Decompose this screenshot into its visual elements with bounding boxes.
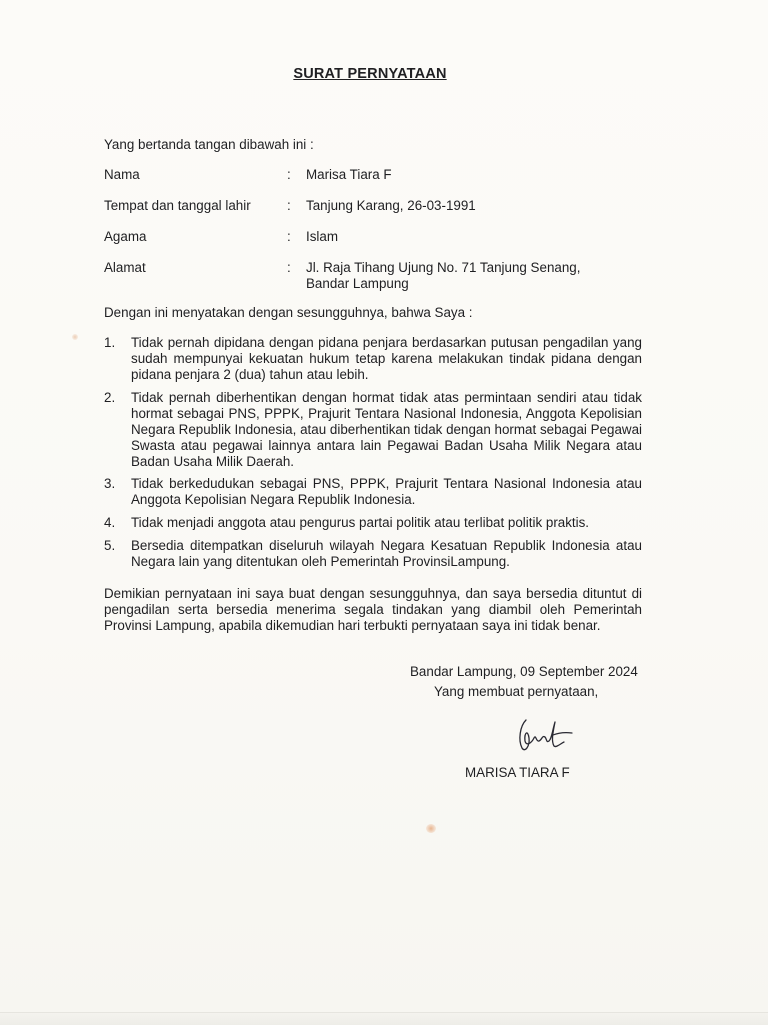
field-value-ttl: Tanjung Karang, 26-03-1991 xyxy=(306,198,476,213)
field-colon: : xyxy=(287,167,291,182)
maker-label: Yang membuat pernyataan, xyxy=(434,684,599,699)
list-item-number: 4. xyxy=(104,515,116,530)
place-date: Bandar Lampung, 09 September 2024 xyxy=(410,664,638,679)
list-item-text: Bersedia ditempatkan diseluruh wilayah Negara Kesatuan Republik Indonesia atau Negara lain yang ditentukan oleh Pemerintah ProvinsiLampung. xyxy=(131,538,642,569)
list-item-text: Tidak pernah dipidana dengan pidana penjara berdasarkan putusan pengadilan yang sudah mempunyai kekuatan hukum tetap karena melakukan tindak pidana dengan pidana penjara 2 (dua) tahun atau lebih. xyxy=(131,335,642,382)
list-item-number: 3. xyxy=(104,476,116,491)
statement-intro: Dengan ini menyatakan dengan sesungguhnya, bahwa Saya : xyxy=(104,305,473,320)
list-item-number: 5. xyxy=(104,538,116,553)
field-value-agama: Islam xyxy=(306,229,338,244)
field-label-agama: Agama xyxy=(104,229,147,244)
handwritten-signature xyxy=(512,708,576,758)
list-item-text: Tidak pernah diberhentikan dengan hormat tidak atas permintaan sendiri atau tidak hormat sebagai PNS, PPPK, Prajurit Tentara Nasional Indonesia, Anggota Kepolisian Negara Republik Indonesia, atau diberhentikan tidak dengan hormat sebagai Pegawai Swasta atau pegawai lainnya antara lain Pegawai Badan Usaha Milik Negara atau Badan Usaha Milik Daerah. xyxy=(131,390,642,469)
field-colon: : xyxy=(287,229,291,244)
list-item-text: Tidak berkedudukan sebagai PNS, PPPK, Prajurit Tentara Nasional Indonesia atau Anggota Kepolisian Negara Republik Indonesia. xyxy=(131,476,642,507)
list-item-number: 1. xyxy=(104,335,116,350)
signer-name: MARISA TIARA F xyxy=(465,765,570,780)
paper-stain xyxy=(72,334,78,340)
field-value-nama: Marisa Tiara F xyxy=(306,167,392,182)
field-value-alamat: Jl. Raja Tihang Ujung No. 71 Tanjung Senang, Bandar Lampung xyxy=(306,260,581,291)
closing-paragraph: Demikian pernyataan ini saya buat dengan sesungguhnya, dan saya bersedia dituntut di pengadilan serta bersedia menerima segala tindakan yang diambil oleh Pemerintah Provinsi Lampung, apabila dikemudian hari terbukti pernyataan saya ini tidak benar. xyxy=(104,586,642,633)
field-label-alamat: Alamat xyxy=(104,260,146,275)
paper-bottom-edge xyxy=(0,1012,768,1025)
paper-stain xyxy=(426,824,436,833)
field-label-nama: Nama xyxy=(104,167,140,182)
list-item-text: Tidak menjadi anggota atau pengurus partai politik atau terlibat politik praktis. xyxy=(131,515,590,530)
list-item-number: 2. xyxy=(104,390,116,405)
document-title: SURAT PERNYATAAN xyxy=(293,66,447,82)
field-label-ttl: Tempat dan tanggal lahir xyxy=(104,198,251,213)
field-colon: : xyxy=(287,198,291,213)
field-colon: : xyxy=(287,260,291,275)
intro-text: Yang bertanda tangan dibawah ini : xyxy=(104,137,314,152)
